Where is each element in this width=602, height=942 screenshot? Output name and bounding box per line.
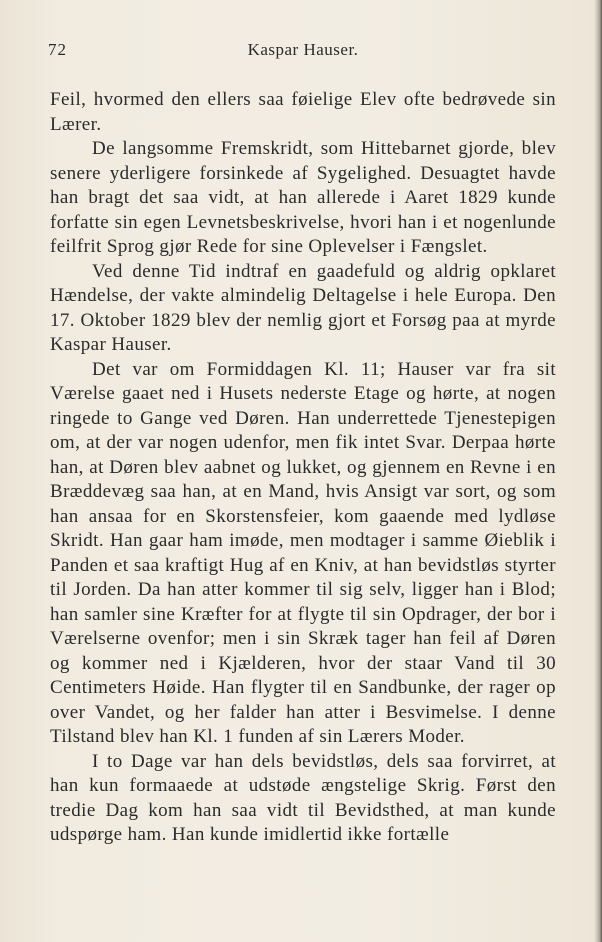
- text-body: [50, 88, 556, 848]
- paragraph-aftermath: I to Dage var han dels bevidstløs, dels saa forvirret, at han kun formaaede at udstøde ængstelige Skrig. Først den tredie Dag kom han saa vidt til Bevidsthed, at man kunde udspørge ham. Han kunde imidlertid ikke fortælle: [50, 750, 556, 845]
- paragraph-continued: Feil, hvormed den ellers saa føielige Elev ofte bedrøvede sin Lærer.: [50, 89, 556, 135]
- paragraph-attack: Det var om Formiddagen Kl. 11; Hauser var fra sit Værelse gaaet ned i Husets nederste Etage og hørte, at nogen ringede to Gange ved Døren. Han underrettede Tjenestepigen om, at der var nogen udenfor, men fik intet Svar. Derpaa hørte han, at Døren blev aabnet og lukket, og gjennem en Revne i en Bræddevæg saa han, at en Mand, hvis Ansigt var sort, og som han ansaa for en Skorstensfeier, kom gaaende med lydløse Skridt. Han gaar ham imøde, men modtager i samme Øieblik i Panden et saa kraftigt Hug af en Kniv, at han bevidstløs styrter til Jorden. Da han atter kommer til sig selv, ligger han i Blod; han samler sine Kræfter for at flygte til sin Opdrager, der bor i Værelserne ovenfor; men i sin Skræk tager han feil af Døren og kommer ned i Kjælderen, hvor der staar Vand til 30 Centimeters Høide. Han flygter til en Sandbunke, der rager op over Vandet, og her falder han atter i Besvimelse. I denne Tilstand blev han Kl. 1 funden af sin Lærers Moder.: [50, 358, 556, 747]
- running-title: Kaspar Hauser.: [247, 40, 359, 59]
- page-header: [48, 40, 558, 64]
- page-edge-shadow: [594, 0, 602, 942]
- page-number: 72: [48, 40, 67, 59]
- paragraph-progress: De langsomme Fremskridt, som Hittebarnet gjorde, blev senere yderligere forsinkede af Sygelighed. Desuagtet havde han bragt det saa vidt, at han allerede i Aaret 1829 kunde forfatte sin egen Levnetsbeskrivelse, hvori han i et nogenlunde feilfrit Sprog gjør Rede for sine Oplevelser i Fængslet.: [50, 138, 556, 257]
- paragraph-incident: Ved denne Tid indtraf en gaadefuld og aldrig opklaret Hændelse, der vakte almindelig Deltagelse i hele Europa. Den 17. Oktober 1829 blev der nemlig gjort et Forsøg paa at myrde Kaspar Hauser.: [50, 260, 556, 355]
